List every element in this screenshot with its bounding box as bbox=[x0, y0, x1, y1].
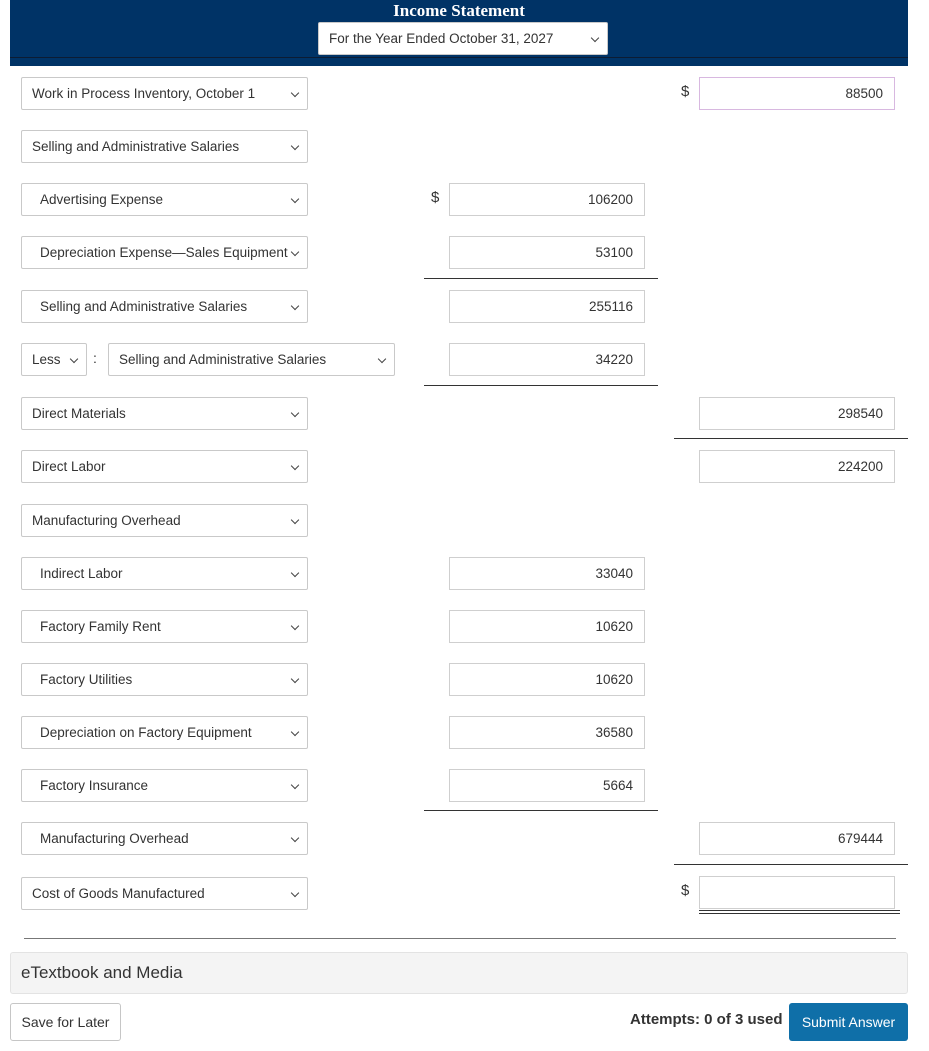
statement-title: Income Statement bbox=[393, 1, 525, 20]
chevron-down-icon bbox=[291, 516, 299, 524]
row11-account-select[interactable] bbox=[21, 610, 308, 643]
etextbook-media-panel[interactable]: eTextbook and Media bbox=[10, 952, 908, 994]
row6-amount-input[interactable]: 34220 bbox=[449, 343, 645, 376]
statement-header bbox=[10, 0, 908, 66]
subtotal-rule bbox=[424, 810, 658, 811]
row6-less-select[interactable] bbox=[21, 343, 87, 376]
row6-account-label: Selling and Administrative Salaries bbox=[119, 352, 327, 367]
row1-account-label: Work in Process Inventory, October 1 bbox=[32, 86, 256, 101]
row10-amount-input[interactable]: 33040 bbox=[449, 557, 645, 590]
row10-account-select[interactable] bbox=[21, 557, 308, 590]
row6-less-label: Less bbox=[32, 352, 61, 367]
chevron-down-icon bbox=[291, 889, 299, 897]
subtotal-rule bbox=[424, 385, 658, 386]
row10-account-label: Indirect Labor bbox=[40, 566, 123, 581]
subtotal-rule bbox=[674, 864, 908, 865]
row8-account-select[interactable] bbox=[21, 450, 308, 483]
attempts-counter: Attempts: 0 of 3 used bbox=[630, 1011, 783, 1028]
section-divider bbox=[24, 938, 896, 939]
chevron-down-icon bbox=[291, 728, 299, 736]
row15-account-label: Manufacturing Overhead bbox=[40, 831, 189, 846]
row3-account-select[interactable] bbox=[21, 183, 308, 216]
row12-account-select[interactable] bbox=[21, 663, 308, 696]
row1-amount-input[interactable]: 88500 bbox=[699, 77, 895, 110]
row13-account-select[interactable] bbox=[21, 716, 308, 749]
row1-dollar-sign: $ bbox=[681, 83, 690, 100]
chevron-down-icon bbox=[291, 302, 299, 310]
row14-account-select[interactable] bbox=[21, 769, 308, 802]
row16-account-select[interactable] bbox=[21, 877, 308, 910]
row7-account-label: Direct Materials bbox=[32, 406, 126, 421]
row4-account-label: Depreciation Expense—Sales Equipment bbox=[40, 245, 288, 260]
chevron-down-icon bbox=[291, 248, 299, 256]
row8-amount-input[interactable]: 224200 bbox=[699, 450, 895, 483]
row8-account-label: Direct Labor bbox=[32, 459, 106, 474]
double-rule-bottom bbox=[699, 913, 900, 914]
row11-account-label: Factory Family Rent bbox=[40, 619, 161, 634]
row3-amount-input[interactable]: 106200 bbox=[449, 183, 645, 216]
row7-amount-input[interactable]: 298540 bbox=[699, 397, 895, 430]
row13-account-label: Depreciation on Factory Equipment bbox=[40, 725, 252, 740]
row3-account-label: Advertising Expense bbox=[40, 192, 164, 207]
row2-account-select[interactable] bbox=[21, 130, 308, 163]
chevron-down-icon bbox=[291, 409, 299, 417]
save-for-later-button[interactable]: Save for Later bbox=[10, 1003, 121, 1041]
row14-amount-input[interactable]: 5664 bbox=[449, 769, 645, 802]
row4-account-select[interactable] bbox=[21, 236, 308, 269]
chevron-down-icon bbox=[291, 781, 299, 789]
row13-amount-input[interactable]: 36580 bbox=[449, 716, 645, 749]
chevron-down-icon bbox=[291, 569, 299, 577]
row4-amount-input[interactable]: 53100 bbox=[449, 236, 645, 269]
row15-account-select[interactable] bbox=[21, 822, 308, 855]
row16-amount-input[interactable] bbox=[699, 876, 895, 909]
row9-account-label: Manufacturing Overhead bbox=[32, 513, 181, 528]
chevron-down-icon bbox=[378, 355, 386, 363]
chevron-down-icon bbox=[591, 34, 599, 42]
row15-amount-input[interactable]: 679444 bbox=[699, 822, 895, 855]
header-divider bbox=[10, 57, 908, 58]
row5-account-label: Selling and Administrative Salaries bbox=[40, 299, 248, 314]
row5-amount-input[interactable]: 255116 bbox=[449, 290, 645, 323]
chevron-down-icon bbox=[70, 355, 78, 363]
row2-account-label: Selling and Administrative Salaries bbox=[32, 139, 240, 154]
period-select[interactable] bbox=[318, 22, 608, 55]
row7-account-select[interactable] bbox=[21, 397, 308, 430]
row12-account-label: Factory Utilities bbox=[40, 672, 133, 687]
subtotal-rule bbox=[424, 278, 658, 279]
chevron-down-icon bbox=[291, 675, 299, 683]
double-rule-top bbox=[699, 910, 900, 911]
row16-dollar-sign: $ bbox=[681, 882, 690, 899]
period-select-value: For the Year Ended October 31, 2027 bbox=[329, 31, 554, 46]
chevron-down-icon bbox=[291, 622, 299, 630]
row9-account-select[interactable] bbox=[21, 504, 308, 537]
row3-dollar-sign: $ bbox=[431, 189, 440, 206]
row1-account-select[interactable] bbox=[21, 77, 308, 110]
chevron-down-icon bbox=[291, 142, 299, 150]
row5-account-select[interactable] bbox=[21, 290, 308, 323]
row16-account-label: Cost of Goods Manufactured bbox=[32, 886, 205, 901]
colon-separator: : bbox=[93, 350, 97, 366]
chevron-down-icon bbox=[291, 195, 299, 203]
chevron-down-icon bbox=[291, 462, 299, 470]
row6-account-select[interactable] bbox=[108, 343, 395, 376]
subtotal-rule bbox=[674, 438, 908, 439]
row11-amount-input[interactable]: 10620 bbox=[449, 610, 645, 643]
submit-answer-button[interactable]: Submit Answer bbox=[789, 1003, 908, 1041]
row12-amount-input[interactable]: 10620 bbox=[449, 663, 645, 696]
row14-account-label: Factory Insurance bbox=[40, 778, 149, 793]
chevron-down-icon bbox=[291, 89, 299, 97]
chevron-down-icon bbox=[291, 834, 299, 842]
